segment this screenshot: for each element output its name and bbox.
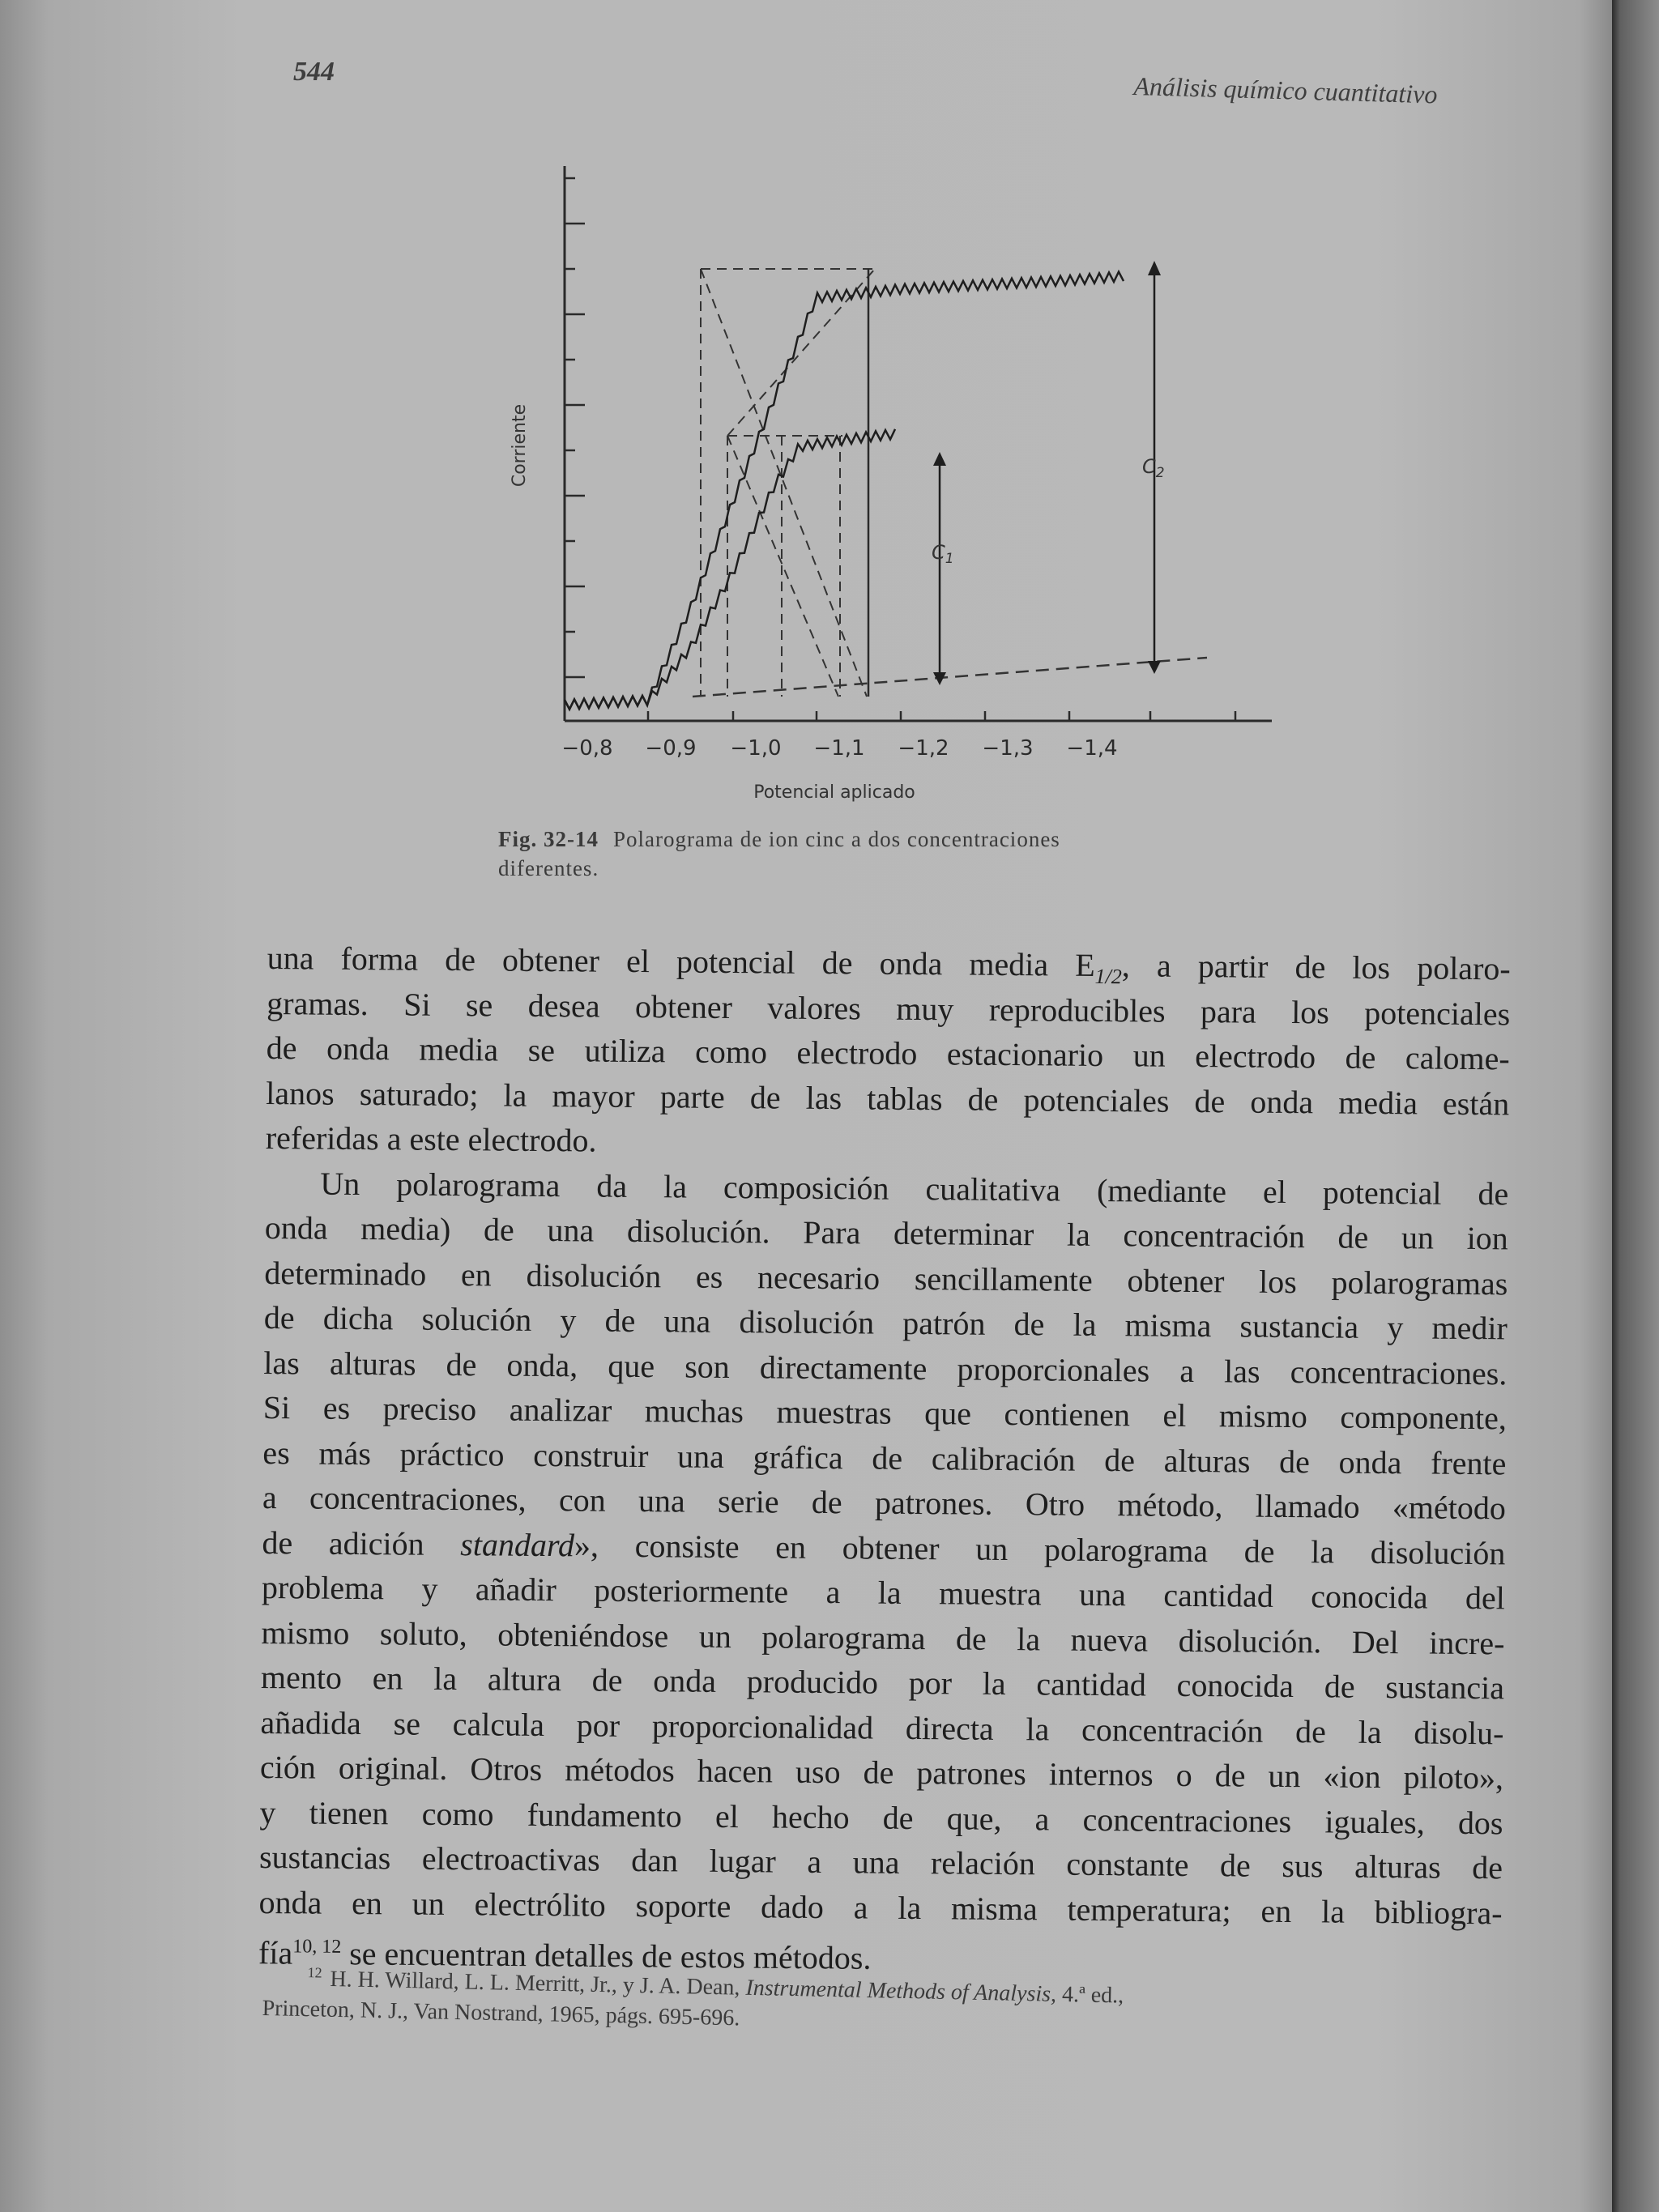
footnote-line-1: $^{12}$ H. H. Willard, L. L. Merritt, Jr., y J. A. Dean, Instrumental Methods of Analysis, 4.ª ed.,: [307, 1964, 1124, 2009]
body-text: [258, 936, 1511, 1980]
y-axis-ticks: [565, 178, 585, 677]
body-line: de dicha solución y de una disolución patrón de la misma sustancia y medir: [263, 1298, 1508, 1347]
body-line: onda media) de una disolución. Para determinar la concentración de un ion: [264, 1208, 1508, 1257]
figure-caption: [498, 825, 1292, 883]
c1-arrow: [933, 452, 946, 685]
x-tick-label: −0,9: [645, 736, 697, 761]
x-tick-label: −1,3: [982, 736, 1034, 761]
body-line: añadida se calcula por proporcionalidad directa la concentración de la disolu-: [260, 1703, 1504, 1751]
body-line: gramas. Si se desea obtener valores muy reproducibles para los potenciales: [267, 984, 1511, 1032]
residual-current-line: [693, 658, 1207, 697]
curve-c1: [565, 429, 895, 710]
body-line: referidas a este electrodo.: [265, 1119, 597, 1159]
body-line: de onda media se utiliza como electrodo estacionario un electrodo de calome-: [266, 1029, 1510, 1077]
c1-label: $C_1$: [932, 541, 954, 567]
body-line: sustancias electroactivas dan lugar a una relación constante de sus alturas de: [258, 1838, 1503, 1886]
adjacent-page-edge: [1612, 0, 1659, 2212]
x-axis-ticks: [561, 711, 1235, 761]
body-line: determinado en disolución es necesario sencillamente obtener los polarogramas: [264, 1254, 1508, 1302]
body-line: las alturas de onda, que son directamente proporcionales a las concentraciones.: [263, 1344, 1508, 1392]
polarogram-chart: [486, 146, 1296, 818]
body-line: y tienen como fundamento el hecho de que, a concentraciones iguales, dos: [259, 1793, 1503, 1841]
y-axis-label: Corriente: [510, 403, 530, 488]
c2-label: $C_2$: [1142, 455, 1165, 481]
x-tick-label: −0,8: [561, 736, 613, 761]
curve-c2: [565, 272, 1124, 710]
body-line: mismo soluto, obteniéndose un polarograma de la nueva disolución. Del incre-: [261, 1613, 1505, 1661]
caption-line-1: Polarograma de ion cinc a dos concentraciones: [613, 827, 1060, 851]
x-tick-label: −1,1: [813, 736, 865, 761]
body-line: Un polarograma da la composición cualitativa (mediante el potencial de: [320, 1165, 1509, 1212]
caption-label: Fig. 32-14: [498, 827, 599, 851]
polarogram-figure: [486, 146, 1296, 818]
body-line: onda en un electrólito soporte dado a la misma temperatura; en la bibliogra-: [258, 1883, 1503, 1931]
body-line: a concentraciones, con una serie de patrones. Otro método, llamado «método: [262, 1478, 1507, 1527]
x-tick-label: −1,4: [1066, 736, 1118, 761]
x-tick-label: −1,2: [898, 736, 949, 761]
body-line: Si es preciso analizar muchas muestras que contienen el mismo componente,: [262, 1388, 1508, 1437]
body-line: de adición standard», consiste en obtener un polarograma de la disolución: [262, 1524, 1506, 1571]
footnote-line-2: Princeton, N. J., Van Nostrand, 1965, págs. 695-696.: [262, 1996, 740, 2031]
x-axis-label: Potencial aplicado: [753, 782, 915, 803]
body-line: una forma de obtener el potencial de onda media $E_{1/2}$, a partir de los polaro-: [267, 939, 1511, 989]
caption-line-2: diferentes.: [498, 856, 599, 880]
construction-lines: [701, 269, 875, 697]
body-line: mento en la altura de onda producido por la cantidad conocida de sustancia: [260, 1658, 1505, 1707]
body-line: es más práctico construir una gráfica de calibración de alturas de onda frente: [262, 1434, 1507, 1481]
x-tick-label: −1,0: [730, 736, 782, 761]
body-line: fía$^{10, 12}$ se encuentran detalles de estos métodos.: [258, 1934, 872, 1976]
body-line: ción original. Otros métodos hacen uso de patrones internos o de un «ion piloto»,: [259, 1748, 1504, 1796]
body-line: problema y añadir posteriormente a la muestra una cantidad conocida del: [261, 1568, 1506, 1617]
body-line: lanos saturado; la mayor parte de las tablas de potenciales de onda media están: [266, 1074, 1510, 1122]
page-number: 544: [293, 57, 335, 87]
running-head: Análisis químico cuantitativo: [1132, 71, 1438, 109]
